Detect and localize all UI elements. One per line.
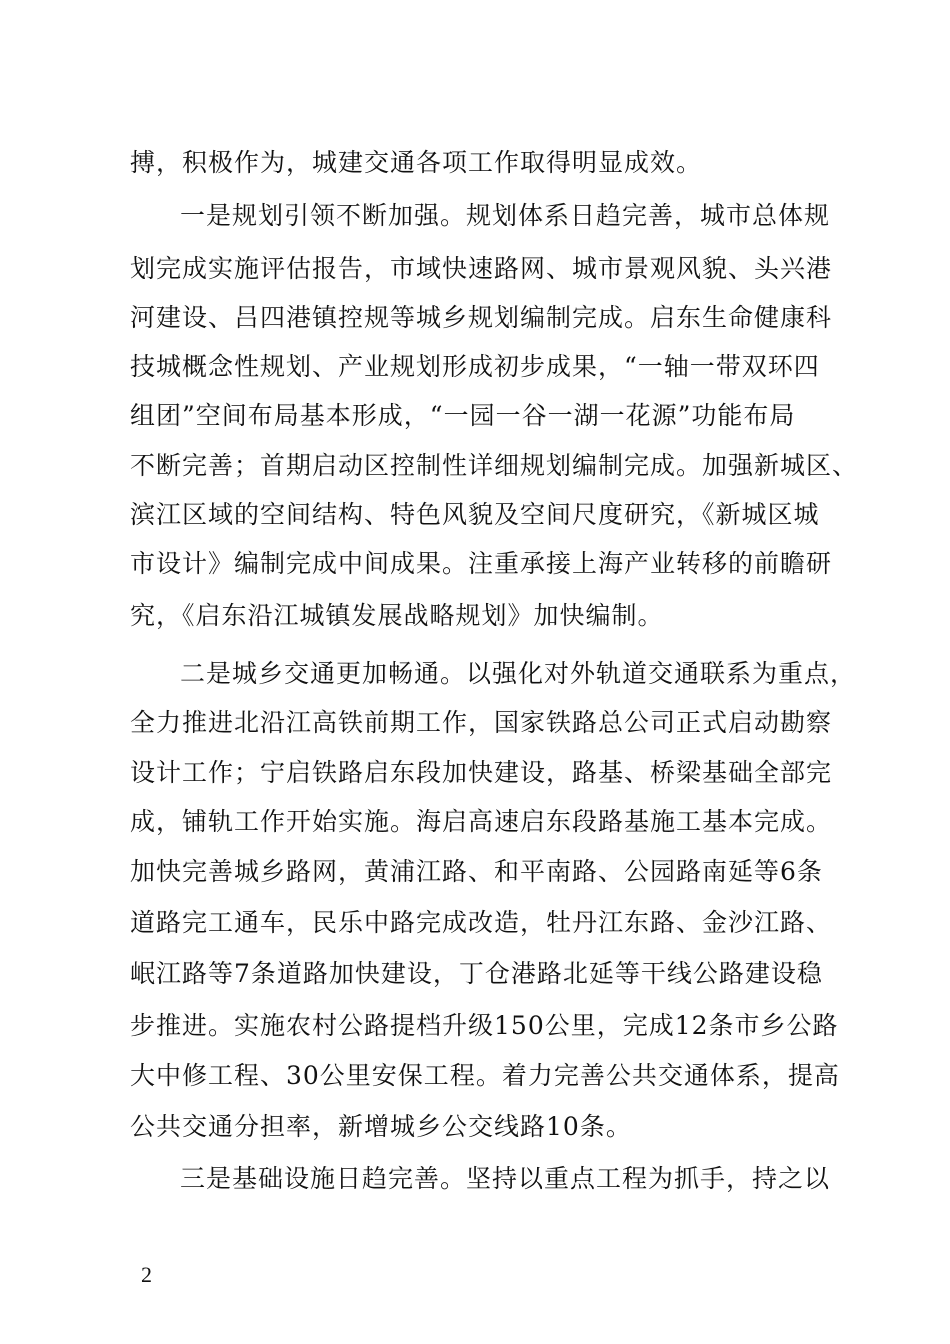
text-line: 滨江区域的空间结构、特色风貌及空间尺度研究，《新城区城: [130, 500, 820, 529]
paragraph-first-line: 一是规划引领不断加强。规划体系日趋完善，城市总体规: [180, 201, 831, 230]
text-line: 搏，积极作为，城建交通各项工作取得明显成效。: [130, 148, 703, 177]
text-line: 全力推进北沿江高铁前期工作，国家铁路总公司正式启动勘察: [130, 708, 833, 737]
text-line: 大中修工程、30公里安保工程。着力完善公共交通体系，提高: [130, 1061, 840, 1090]
text-line: 道路完工通车，民乐中路完成改造，牡丹江东路、金沙江路、: [130, 908, 833, 937]
paragraph-first-line: 三是基础设施日趋完善。坚持以重点工程为抓手，持之以: [180, 1164, 831, 1193]
text-line: 成，铺轨工作开始实施。海启高速启东段路基施工基本完成。: [130, 807, 833, 836]
page-number: 2: [141, 1262, 152, 1287]
text-line: 不断完善；首期启动区控制性详细规划编制完成。加强新城区、: [130, 451, 859, 480]
text-line: 加快完善城乡路网，黄浦江路、和平南路、公园路南延等6条: [130, 857, 823, 886]
text-line: 技城概念性规划、产业规划形成初步成果，“一轴一带双环四: [130, 352, 820, 381]
text-line: 公共交通分担率，新增城乡公交线路10条。: [130, 1112, 632, 1141]
text-line: 设计工作；宁启铁路启东段加快建设，路基、桥梁基础全部完: [130, 758, 833, 787]
text-line: 究，《启东沿江城镇发展战略规划》加快编制。: [130, 601, 664, 630]
text-line: 岷江路等7条道路加快建设，丁仓港路北延等干线公路建设稳: [130, 959, 823, 988]
text-line: 步推进。实施农村公路提档升级150公里，完成12条市乡公路: [130, 1011, 839, 1040]
text-line: 河建设、吕四港镇控规等城乡规划编制完成。启东生命健康科: [130, 303, 833, 332]
paragraph-first-line: 二是城乡交通更加畅通。以强化对外轨道交通联系为重点，: [180, 659, 857, 688]
text-line: 划完成实施评估报告，市域快速路网、城市景观风貌、头兴港: [130, 254, 833, 283]
text-line: 组团”空间布局基本形成，“一园一谷一湖一花源”功能布局: [130, 401, 796, 430]
text-line: 市设计》编制完成中间成果。注重承接上海产业转移的前瞻研: [130, 549, 833, 578]
